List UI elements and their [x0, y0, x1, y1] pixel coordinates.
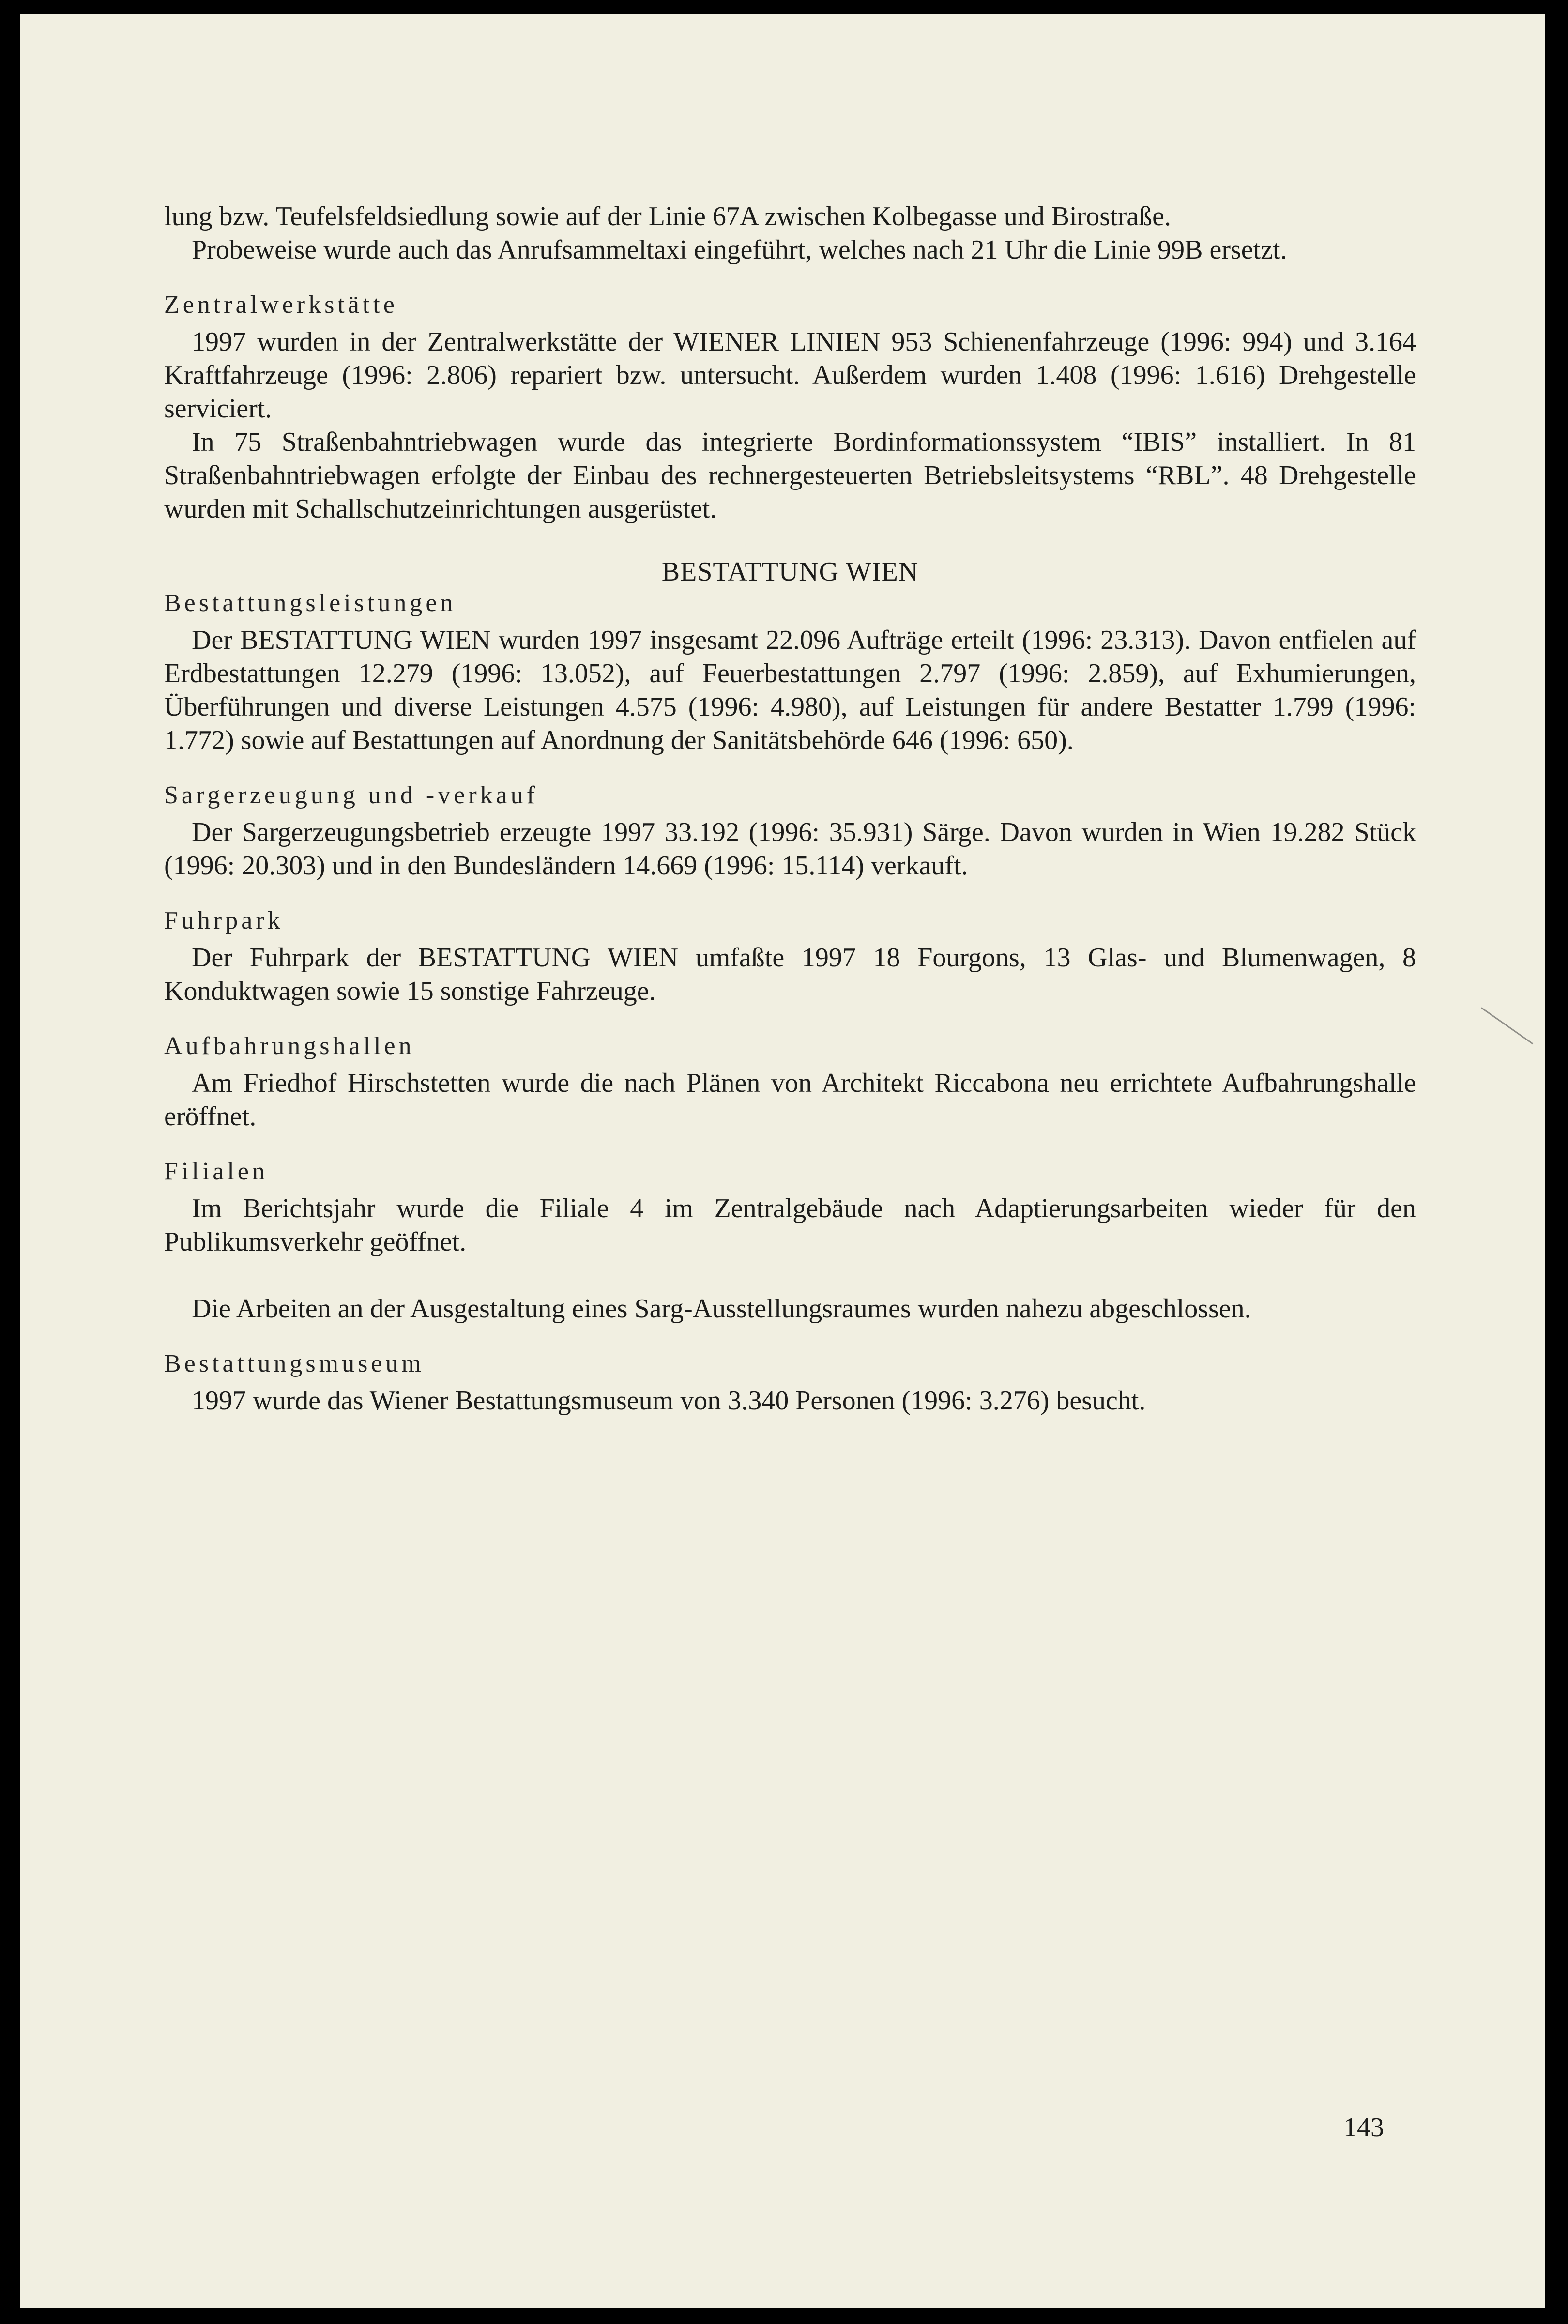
heading-zentralwerkstaette: Zentralwerkstätte	[164, 291, 398, 319]
document-page	[20, 14, 1545, 2308]
intro-line-2: Probeweise wurde auch das Anrufsammeltaxi eingeführt, welches nach 21 Uhr die Linie 99B ersetzt.	[192, 235, 1287, 265]
intro-line-1: lung bzw. Teufelsfeldsiedlung sowie auf der Linie 67A zwischen Kolbegasse und Birostraße.	[164, 201, 1172, 231]
heading-bestattungsleistungen: Bestattungsleistungen	[164, 589, 457, 617]
paragraph: Die Arbeiten an der Ausgestaltung eines Sarg-Ausstellungsraumes wurden nahezu abgeschlossen.	[192, 1294, 1251, 1324]
heading-filialen: Filialen	[164, 1158, 268, 1185]
paragraph: 1997 wurde das Wiener Bestattungsmuseum von 3.340 Personen (1996: 3.276) besucht.	[192, 1386, 1146, 1416]
paragraph: In 75 Straßenbahntriebwagen wurde das integrierte Bordinformationssystem “IBIS” installiert. In 81 Straßenbahntriebwagen erfolgte der Einbau des rechnergesteuerten Betriebsleitsystems “RBL”. 48 Drehgestelle wurden mit Schallschutzeinrichtungen ausgerüstet.	[164, 427, 1416, 524]
page-number: 143	[1343, 2112, 1384, 2142]
section-title: BESTATTUNG WIEN	[661, 557, 919, 587]
paragraph: Der BESTATTUNG WIEN wurden 1997 insgesamt 22.096 Aufträge erteilt (1996: 23.313). Davon entfielen auf Erdbestattungen 12.279 (1996: 13.052), auf Feuerbestattungen 2.797 (1996: 2.859), auf Exhumierungen, Überführungen und diverse Leistungen 4.575 (1996: 4.980), auf Leistungen für andere Bestatter 1.799 (1996: 1.772) sowie auf Bestattungen auf Anordnung der Sanitätsbehörde 646 (1996: 650).	[164, 625, 1416, 755]
heading-fuhrpark: Fuhrpark	[164, 907, 284, 934]
paragraph: 1997 wurden in der Zentralwerkstätte der WIENER LINIEN 953 Schienenfahrzeuge (1996: 994) und 3.164 Kraftfahrzeuge (1996: 2.806) repariert bzw. untersucht. Außerdem wurden 1.408 (1996: 1.616) Drehgestelle serviciert.	[164, 327, 1416, 424]
paragraph: Im Berichtsjahr wurde die Filiale 4 im Zentralgebäude nach Adaptierungsarbeiten wieder für den Publikumsverkehr geöffnet.	[164, 1193, 1416, 1257]
paragraph: Der Fuhrpark der BESTATTUNG WIEN umfaßte 1997 18 Fourgons, 13 Glas- und Blumenwagen, 8 Konduktwagen sowie 15 sonstige Fahrzeuge.	[164, 943, 1416, 1006]
heading-sargerzeugung: Sargerzeugung und -verkauf	[164, 781, 539, 809]
paragraph: Der Sargerzeugungsbetrieb erzeugte 1997 33.192 (1996: 35.931) Särge. Davon wurden in Wien 19.282 Stück (1996: 20.303) und in den Bundesländern 14.669 (1996: 15.114) verkauft.	[164, 817, 1416, 881]
heading-aufbahrungshallen: Aufbahrungshallen	[164, 1032, 415, 1060]
heading-bestattungsmuseum: Bestattungsmuseum	[164, 1350, 425, 1377]
page-body	[164, 200, 1416, 1418]
paragraph: Am Friedhof Hirschstetten wurde die nach Plänen von Architekt Riccabona neu errichtete Aufbahrungshalle eröffnet.	[164, 1068, 1416, 1131]
